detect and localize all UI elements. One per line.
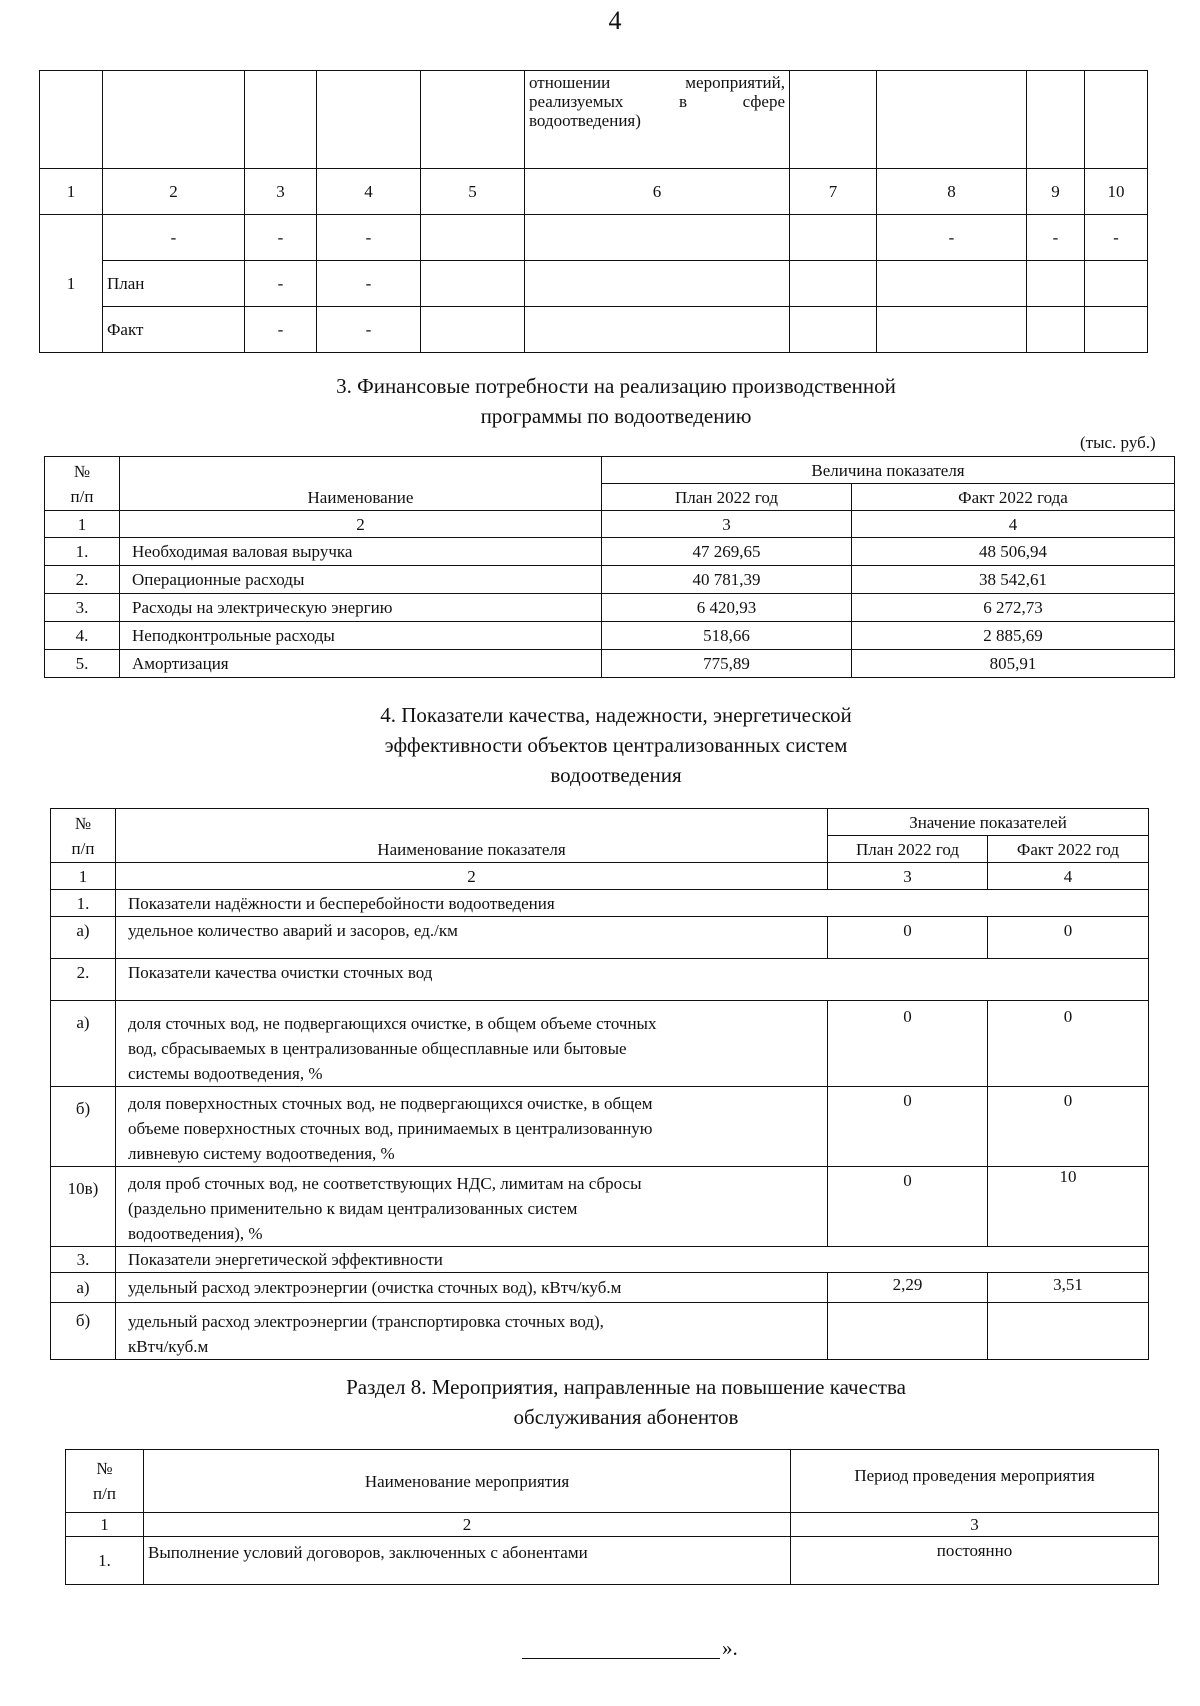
row-name: удельное количество аварий и засоров, ед./км bbox=[116, 917, 828, 959]
plan-header: План 2022 год bbox=[828, 836, 988, 863]
column-number: 7 bbox=[790, 169, 877, 215]
num-header-line: п/п bbox=[70, 486, 94, 506]
row-plan: 518,66 bbox=[602, 622, 852, 650]
row-plan: 47 269,65 bbox=[602, 538, 852, 566]
section3-title-line: программы по водоотведению bbox=[480, 404, 752, 428]
section4-title-line: эффективности объектов централизованных систем bbox=[384, 733, 848, 757]
column-number: 6 bbox=[525, 169, 790, 215]
row-name-line: (раздельно применительно к видам централизованных систем bbox=[128, 1199, 578, 1218]
column-number: 8 bbox=[877, 169, 1027, 215]
table-row bbox=[51, 1167, 1149, 1247]
row-number: 4. bbox=[45, 622, 120, 650]
dash-cell: - bbox=[877, 215, 1027, 261]
row-fact: 0 bbox=[988, 1087, 1149, 1167]
section4-title bbox=[216, 700, 1016, 790]
table-row bbox=[51, 1273, 1149, 1303]
row-fact: 3,51 bbox=[988, 1273, 1149, 1303]
row-name: Операционные расходы bbox=[120, 566, 602, 594]
fact-header: Факт 2022 год bbox=[988, 836, 1149, 863]
page-number: 4 bbox=[608, 6, 622, 35]
table-row bbox=[45, 538, 1175, 566]
fact-label: Факт bbox=[103, 307, 245, 353]
row-name-line: вод, сбрасываемых в централизованные общесплавные или бытовые bbox=[128, 1039, 627, 1058]
row-fact: 805,91 bbox=[852, 650, 1175, 678]
dash-cell: - bbox=[103, 215, 245, 261]
row-fact: 0 bbox=[988, 1001, 1149, 1087]
row-plan: 40 781,39 bbox=[602, 566, 852, 594]
row-number: 2. bbox=[51, 959, 116, 1001]
row-name: Амортизация bbox=[120, 650, 602, 678]
row-period: постоянно bbox=[791, 1537, 1159, 1585]
row-name-line: удельный расход электроэнергии (транспортировка сточных вод), bbox=[128, 1312, 604, 1331]
row-plan: 2,29 bbox=[828, 1273, 988, 1303]
column-number: 1 bbox=[45, 511, 120, 538]
row-number: 3. bbox=[45, 594, 120, 622]
section4-title-line: водоотведения bbox=[550, 763, 682, 787]
row-number: а) bbox=[51, 917, 116, 959]
group-heading: Показатели надёжности и бесперебойности водоотведения bbox=[116, 890, 1149, 917]
dash-cell: - bbox=[245, 307, 317, 353]
row-name: удельный расход электроэнергии (очистка сточных вод), кВтч/куб.м bbox=[116, 1273, 828, 1303]
column-number: 3 bbox=[602, 511, 852, 538]
dash-cell: - bbox=[245, 261, 317, 307]
row-name: Неподконтрольные расходы bbox=[120, 622, 602, 650]
continuation-text-line: реализуемых в сфере bbox=[529, 92, 785, 111]
table-row bbox=[45, 650, 1175, 678]
column-number: 5 bbox=[421, 169, 525, 215]
section8-title-line: обслуживания абонентов bbox=[513, 1405, 739, 1429]
row-name bbox=[116, 1303, 828, 1360]
table-row bbox=[45, 622, 1175, 650]
section3-title-line: 3. Финансовые потребности на реализацию производственной bbox=[336, 374, 896, 398]
table-row bbox=[51, 1247, 1149, 1273]
row-name-line: доля проб сточных вод, не соответствующих НДС, лимитам на сбросы bbox=[128, 1174, 642, 1193]
column-number: 4 bbox=[317, 169, 421, 215]
num-header bbox=[66, 1450, 144, 1513]
row-fact: 6 272,73 bbox=[852, 594, 1175, 622]
num-header bbox=[45, 457, 120, 511]
fact-header: Факт 2022 года bbox=[852, 484, 1175, 511]
column-number: 2 bbox=[120, 511, 602, 538]
row-plan: 0 bbox=[828, 917, 988, 959]
row-plan: 0 bbox=[828, 1087, 988, 1167]
row-number: 1 bbox=[40, 215, 103, 353]
column-number: 1 bbox=[40, 169, 103, 215]
table-row bbox=[51, 959, 1149, 1001]
num-header-line: п/п bbox=[71, 838, 95, 858]
row-plan: 0 bbox=[828, 1167, 988, 1247]
continuation-table bbox=[39, 70, 1148, 353]
column-number: 2 bbox=[144, 1513, 791, 1537]
column-number: 2 bbox=[116, 863, 828, 890]
table-row bbox=[45, 594, 1175, 622]
row-name bbox=[116, 1087, 828, 1167]
closing-underline bbox=[522, 1658, 720, 1659]
column-number: 10 bbox=[1085, 169, 1148, 215]
row-fact: 0 bbox=[988, 917, 1149, 959]
unit-label: (тыс. руб.) bbox=[1080, 433, 1156, 452]
group-heading: Показатели качества очистки сточных вод bbox=[116, 959, 1149, 1001]
row-name-line: объеме поверхностных сточных вод, принимаемых в централизованную bbox=[128, 1119, 653, 1138]
quality-indicators-table bbox=[50, 808, 1149, 1360]
column-number: 9 bbox=[1027, 169, 1085, 215]
row-name-line: доля сточных вод, не подвергающихся очистке, в общем объеме сточных bbox=[128, 1014, 657, 1033]
row-number: 1. bbox=[45, 538, 120, 566]
activities-table bbox=[65, 1449, 1159, 1585]
row-fact: 48 506,94 bbox=[852, 538, 1175, 566]
dash-cell: - bbox=[245, 215, 317, 261]
num-header bbox=[51, 809, 116, 863]
row-number: 10в) bbox=[51, 1167, 116, 1247]
value-header: Значение показателей bbox=[828, 809, 1149, 836]
section8-title-line: Раздел 8. Мероприятия, направленные на повышение качества bbox=[346, 1375, 906, 1399]
row-name: Расходы на электрическую энергию bbox=[120, 594, 602, 622]
column-number: 4 bbox=[852, 511, 1175, 538]
table-row bbox=[45, 566, 1175, 594]
plan-label: План bbox=[103, 261, 245, 307]
num-header-line: п/п bbox=[93, 1484, 116, 1503]
row-number: а) bbox=[51, 1273, 116, 1303]
group-heading: Показатели энергетической эффективности bbox=[116, 1247, 1149, 1273]
num-header-line: № bbox=[73, 461, 91, 481]
row-number: 3. bbox=[51, 1247, 116, 1273]
dash-cell: - bbox=[1085, 215, 1148, 261]
section8-title bbox=[226, 1372, 1026, 1432]
column-number: 4 bbox=[988, 863, 1149, 890]
table-row bbox=[51, 917, 1149, 959]
row-fact: 10 bbox=[988, 1167, 1149, 1247]
table-row bbox=[51, 1303, 1149, 1360]
row-name: Необходимая валовая выручка bbox=[120, 538, 602, 566]
column-number: 3 bbox=[828, 863, 988, 890]
name-header: Наименование мероприятия bbox=[144, 1450, 791, 1513]
row-number: 1. bbox=[51, 890, 116, 917]
row-fact: 2 885,69 bbox=[852, 622, 1175, 650]
row-name-line: кВтч/куб.м bbox=[128, 1337, 209, 1356]
section3-title bbox=[216, 371, 1016, 431]
num-header-line: № bbox=[96, 1459, 113, 1478]
dash-cell: - bbox=[317, 307, 421, 353]
row-number: б) bbox=[51, 1303, 116, 1360]
table-row bbox=[51, 1087, 1149, 1167]
row-name-line: ливневую систему водоотведения, % bbox=[128, 1144, 395, 1163]
closing-quote: ». bbox=[722, 1636, 738, 1660]
row-number: 5. bbox=[45, 650, 120, 678]
row-name-line: системы водоотведения, % bbox=[128, 1064, 323, 1083]
continuation-text-line: отношении мероприятий, bbox=[529, 73, 785, 92]
column-number: 3 bbox=[245, 169, 317, 215]
row-fact: 38 542,61 bbox=[852, 566, 1175, 594]
row-number: а) bbox=[51, 1001, 116, 1087]
row-name-line: водоотведения), % bbox=[128, 1224, 263, 1243]
section4-title-line: 4. Показатели качества, надежности, энергетической bbox=[380, 703, 852, 727]
num-header-line: № bbox=[74, 813, 92, 833]
row-name: Выполнение условий договоров, заключенных с абонентами bbox=[144, 1537, 791, 1585]
row-name bbox=[116, 1001, 828, 1087]
continuation-text-line: водоотведения) bbox=[529, 111, 641, 130]
name-header: Наименование показателя bbox=[116, 809, 828, 863]
period-header: Период проведения мероприятия bbox=[791, 1450, 1159, 1513]
dash-cell: - bbox=[1027, 215, 1085, 261]
column-number: 3 bbox=[791, 1513, 1159, 1537]
financial-table bbox=[44, 456, 1175, 678]
column-number: 1 bbox=[51, 863, 116, 890]
column-number: 2 bbox=[103, 169, 245, 215]
row-number: 2. bbox=[45, 566, 120, 594]
name-header: Наименование bbox=[120, 457, 602, 511]
row-number: 1. bbox=[66, 1537, 144, 1585]
row-plan: 775,89 bbox=[602, 650, 852, 678]
column-number: 1 bbox=[66, 1513, 144, 1537]
table-row bbox=[51, 890, 1149, 917]
row-plan: 0 bbox=[828, 1001, 988, 1087]
table-row bbox=[66, 1537, 1159, 1585]
row-number: б) bbox=[51, 1087, 116, 1167]
row-name-line: доля поверхностных сточных вод, не подвергающихся очистке, в общем bbox=[128, 1094, 653, 1113]
row-plan: 6 420,93 bbox=[602, 594, 852, 622]
table-row bbox=[51, 1001, 1149, 1087]
row-name bbox=[116, 1167, 828, 1247]
dash-cell: - bbox=[317, 215, 421, 261]
plan-header: План 2022 год bbox=[602, 484, 852, 511]
dash-cell: - bbox=[317, 261, 421, 307]
value-header: Величина показателя bbox=[602, 457, 1175, 484]
